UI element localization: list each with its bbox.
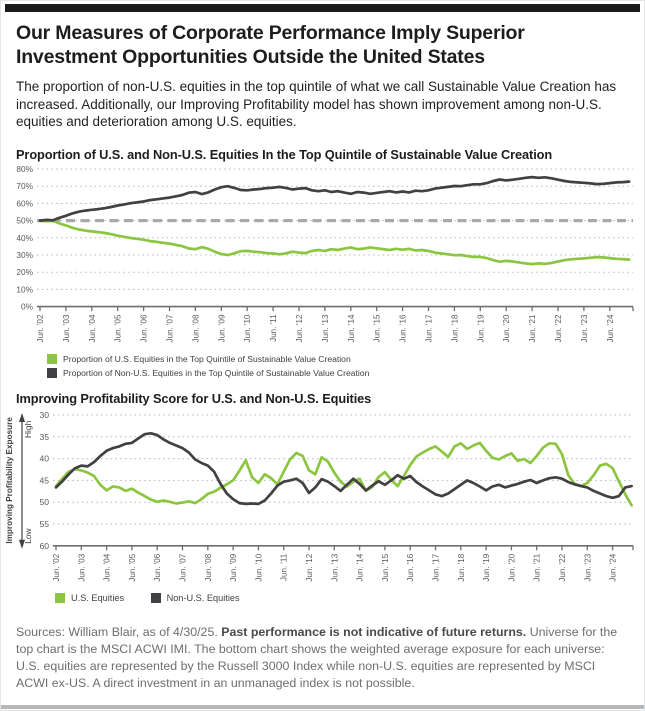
svg-text:Jun. '23: Jun. '23 — [583, 554, 593, 583]
us-series-swatch-icon — [47, 354, 57, 364]
svg-text:35: 35 — [39, 432, 49, 443]
legend-label-non-us: Proportion of Non-U.S. Equities in the Top Quintile of Sustainable Value Creation — [63, 368, 370, 379]
svg-text:Jun. '10: Jun. '10 — [254, 554, 264, 583]
svg-text:40: 40 — [39, 454, 49, 465]
svg-text:80%: 80% — [16, 164, 33, 175]
svg-text:Jun. '12: Jun. '12 — [305, 554, 314, 583]
legend-item-non-us — [47, 368, 644, 378]
svg-text:Jun. '23: Jun. '23 — [579, 315, 589, 343]
footnote-lead: Sources: William Blair, as of 4/30/25. — [16, 625, 222, 640]
svg-text:30: 30 — [39, 410, 49, 421]
legend-item-us — [47, 354, 644, 364]
svg-text:Jun. '19: Jun. '19 — [476, 315, 486, 343]
sustainable-value-creation-chart — [1, 163, 645, 353]
svg-text:Jun. '15: Jun. '15 — [372, 315, 382, 343]
bottom-rule — [1, 705, 644, 709]
legend-label-non-us: Non-U.S. Equities — [166, 593, 240, 604]
svg-text:60: 60 — [39, 541, 49, 552]
chart2-heading: Improving Profitability Score for U.S. and Non-U.S. Equities — [16, 391, 372, 407]
svg-text:Jun. '21: Jun. '21 — [528, 315, 538, 343]
legend-label-us: Proportion of U.S. Equities in the Top Quintile of Sustainable Value Creation — [63, 354, 351, 365]
svg-text:Jun. '17: Jun. '17 — [424, 315, 434, 343]
legend-item-non-us — [151, 593, 240, 603]
svg-text:High: High — [23, 421, 33, 439]
svg-text:20%: 20% — [16, 267, 33, 278]
svg-text:Jun. '04: Jun. '04 — [102, 554, 112, 583]
svg-text:Jun. '04: Jun. '04 — [87, 315, 97, 343]
svg-text:Jun. '20: Jun. '20 — [507, 554, 517, 583]
svg-text:30%: 30% — [16, 250, 33, 261]
svg-text:50%: 50% — [16, 216, 33, 227]
svg-text:Jun. '08: Jun. '08 — [203, 554, 213, 583]
page-title: Our Measures of Corporate Performance Imply Superior Investment Opportunities Outside the United States — [16, 22, 525, 68]
svg-text:Jun. '16: Jun. '16 — [398, 315, 408, 343]
svg-text:Jun. '05: Jun. '05 — [127, 554, 137, 583]
svg-text:Jun. '06: Jun. '06 — [139, 315, 149, 343]
svg-text:Jun. '12: Jun. '12 — [295, 315, 304, 343]
svg-text:45: 45 — [39, 475, 49, 486]
svg-text:Jun. '13: Jun. '13 — [330, 554, 340, 583]
svg-text:Jun. '10: Jun. '10 — [243, 315, 253, 343]
svg-text:Jun. '11: Jun. '11 — [279, 554, 289, 582]
non-us-series-swatch-icon — [151, 593, 161, 603]
svg-text:Jun. '13: Jun. '13 — [320, 315, 330, 343]
svg-text:Jun. '14: Jun. '14 — [355, 554, 365, 583]
non-us-series-swatch-icon — [47, 368, 57, 378]
svg-text:50: 50 — [39, 497, 49, 508]
legend-label-us: U.S. Equities — [71, 593, 125, 604]
svg-text:Jun. '07: Jun. '07 — [178, 554, 188, 583]
svg-text:55: 55 — [39, 519, 49, 530]
svg-text:Jun. '11: Jun. '11 — [269, 315, 279, 343]
svg-text:Jun. '02: Jun. '02 — [52, 554, 61, 583]
legend-item-us — [55, 593, 124, 603]
svg-text:Improving Profitability Exposu: Improving Profitability Exposure — [5, 417, 14, 545]
svg-text:10%: 10% — [16, 284, 33, 295]
svg-text:Jun. '15: Jun. '15 — [380, 554, 390, 583]
svg-text:70%: 70% — [16, 181, 33, 192]
intro-paragraph: The proportion of non-U.S. equities in the top quintile of what we call Sustainable Value Creation has increased. Additionally, our Improving Profitability model has shown improvement among non-U.S. equities and deterioration among U.S. equities. — [16, 78, 617, 130]
us-series-swatch-icon — [55, 593, 65, 603]
svg-text:Jun. '21: Jun. '21 — [532, 554, 542, 583]
svg-text:Jun. '22: Jun. '22 — [558, 554, 567, 583]
svg-text:Jun. '24: Jun. '24 — [608, 554, 618, 583]
svg-text:Jun. '24: Jun. '24 — [605, 315, 615, 343]
svg-text:60%: 60% — [16, 198, 33, 209]
improving-profitability-chart — [1, 407, 645, 589]
chart1-heading: Proportion of U.S. and Non-U.S. Equities In the Top Quintile of Sustainable Value Creation — [16, 147, 553, 163]
svg-text:Jun. '09: Jun. '09 — [217, 315, 227, 343]
source-footnote — [16, 624, 628, 692]
svg-text:Jun. '20: Jun. '20 — [502, 315, 512, 343]
svg-text:Jun. '07: Jun. '07 — [165, 315, 175, 343]
svg-text:Jun. '08: Jun. '08 — [191, 315, 201, 343]
svg-text:Jun. '02: Jun. '02 — [36, 315, 45, 343]
svg-text:Jun. '19: Jun. '19 — [482, 554, 492, 583]
footnote-disclaimer: Past performance is not indicative of future returns. — [221, 625, 527, 640]
svg-text:Jun. '18: Jun. '18 — [456, 554, 466, 583]
svg-text:Jun. '03: Jun. '03 — [77, 554, 87, 583]
svg-text:Jun. '03: Jun. '03 — [61, 315, 71, 343]
svg-text:Jun. '22: Jun. '22 — [554, 315, 563, 343]
svg-text:Jun. '09: Jun. '09 — [229, 554, 239, 583]
svg-text:0%: 0% — [21, 302, 33, 313]
chart2-legend — [55, 590, 644, 608]
svg-text:Jun. '18: Jun. '18 — [450, 315, 460, 343]
svg-text:Jun. '16: Jun. '16 — [406, 554, 416, 583]
top-accent-bar — [5, 4, 640, 12]
svg-text:Jun. '17: Jun. '17 — [431, 554, 441, 583]
footnote-rest: Universe for the top chart is the MSCI ACWI IMI. The bottom chart shows the weighted average exposure for each universe: U.S. equities are represented by the Russell 3000 Index while non-U.S. equities are represented by MSCI ACWI ex-US. A direct investment in an unmanaged index is not possible. — [16, 625, 618, 691]
svg-text:Jun. '06: Jun. '06 — [153, 554, 163, 583]
svg-text:Jun. '05: Jun. '05 — [113, 315, 123, 343]
svg-text:Low: Low — [23, 528, 33, 545]
svg-text:40%: 40% — [16, 233, 33, 244]
chart1-legend — [47, 354, 644, 378]
svg-text:Jun. '14: Jun. '14 — [346, 315, 356, 343]
